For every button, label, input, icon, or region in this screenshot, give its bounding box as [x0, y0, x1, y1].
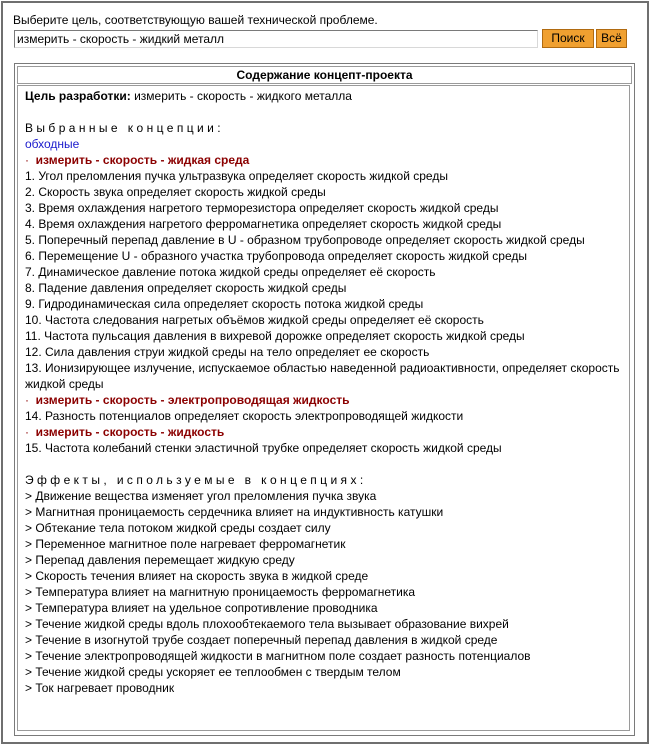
- concept-item: 4. Время охлаждения нагретого ферромагнетика определяет скорость жидкой среды: [25, 217, 502, 231]
- effect-item: > Течение электропроводящей жидкости в магнитном поле создает разность потенциалов: [25, 649, 531, 663]
- search-prompt: Выберите цель, соответствующую вашей технической проблеме.: [13, 13, 378, 27]
- effects-list: [25, 488, 623, 696]
- effect-item: > Переменное магнитное поле нагревает ферромагнетик: [25, 537, 346, 551]
- group-heading-text: измерить - скорость - жидкая среда: [35, 153, 250, 167]
- effect-item: > Ток нагревает проводник: [25, 681, 175, 695]
- concept-item: 1. Угол преломления пучка ультразвука определяет скорость жидкой среды: [25, 169, 448, 183]
- concept-item: 2. Скорость звука определяет скорость жидкой среды: [25, 185, 326, 199]
- effect-item: > Перепад давления перемещает жидкую среду: [25, 553, 295, 567]
- bullet-icon: ·: [25, 153, 29, 167]
- effect-item: > Температура влияет на удельное сопротивление проводника: [25, 601, 378, 615]
- group-heading: [25, 424, 623, 440]
- goal-label: Цель разработки:: [25, 89, 131, 103]
- group-heading-text: измерить - скорость - жидкость: [35, 425, 225, 439]
- goal-value: измерить - скорость - жидкого металла: [130, 89, 352, 103]
- show-all-button[interactable]: Всё: [596, 29, 627, 48]
- effects-title: Эффекты, используемые в концепциях:: [25, 473, 367, 487]
- effect-item: > Скорость течения влияет на скорость звука в жидкой среде: [25, 569, 369, 583]
- concept-project-window: [1, 1, 649, 744]
- bullet-icon: ·: [25, 425, 29, 439]
- effect-item: > Температура влияет на магнитную проницаемость ферромагнетика: [25, 585, 416, 599]
- concept-item: 5. Поперечный перепад давление в U - образном трубопроводе определяет скорость жидкой среды: [25, 233, 585, 247]
- effect-item: > Магнитная проницаемость сердечника влияет на индуктивность катушки: [25, 505, 444, 519]
- group-heading: [25, 152, 623, 168]
- group-heading-text: измерить - скорость - электропроводящая жидкость: [35, 393, 350, 407]
- panel-body: [17, 85, 630, 731]
- concept-group: [25, 392, 623, 424]
- spacer: [25, 104, 623, 120]
- concept-item: 6. Перемещение U - образного участка трубопровода определяет скорость жидкой среды: [25, 249, 528, 263]
- effect-item: > Течение жидкой среды вдоль плохообтекаемого тела вызывает образование вихрей: [25, 617, 509, 631]
- concept-item: 15. Частота колебаний стенки эластичной трубке определяет скорость жидкой среды: [25, 441, 502, 455]
- concepts-title: Выбранные концепции:: [25, 121, 224, 135]
- concept-item: 8. Падение давления определяет скорость жидкой среды: [25, 281, 347, 295]
- concept-item: 9. Гидродинамическая сила определяет скорость потока жидкой среды: [25, 297, 424, 311]
- concept-item: 3. Время охлаждения нагретого терморезистора определяет скорость жидкой среды: [25, 201, 499, 215]
- concept-group: [25, 152, 623, 392]
- effect-item: > Обтекание тела потоком жидкой среды создает силу: [25, 521, 331, 535]
- concept-item: 11. Частота пульсация давления в вихревой дорожке определяет скорость жидкой среды: [25, 329, 525, 343]
- concept-item: 7. Динамическое давление потока жидкой среды определяет её скорость: [25, 265, 436, 279]
- concept-item: 10. Частота следования нагретых объёмов жидкой среды определяет её скорость: [25, 313, 484, 327]
- effect-item: > Движение вещества изменяет угол преломления пучка звука: [25, 489, 377, 503]
- concept-item: 14. Разность потенциалов определяет скорость электропроводящей жидкости: [25, 409, 464, 423]
- concept-group: [25, 424, 623, 456]
- concept-item: 13. Ионизирующее излучение, испускаемое областью наведенной радиоактивности, определяет скорость жидкой среды: [25, 361, 620, 391]
- effect-item: > Течение жидкой среды ускоряет ее теплообмен с твердым телом: [25, 665, 401, 679]
- search-button[interactable]: Поиск: [542, 29, 594, 48]
- effect-item: > Течение в изогнутой трубе создает поперечный перепад давления в жидкой среде: [25, 633, 498, 647]
- workaround-label: обходные: [25, 137, 80, 151]
- bullet-icon: ·: [25, 393, 29, 407]
- panel-title: Содержание концепт-проекта: [17, 66, 632, 84]
- spacer: [25, 456, 623, 472]
- concept-project-panel: [14, 63, 635, 736]
- concept-item: 12. Сила давления струи жидкой среды на тело определяет ее скорость: [25, 345, 430, 359]
- goal-search-input[interactable]: [14, 30, 538, 48]
- group-heading: [25, 392, 623, 408]
- development-goal: [25, 88, 623, 104]
